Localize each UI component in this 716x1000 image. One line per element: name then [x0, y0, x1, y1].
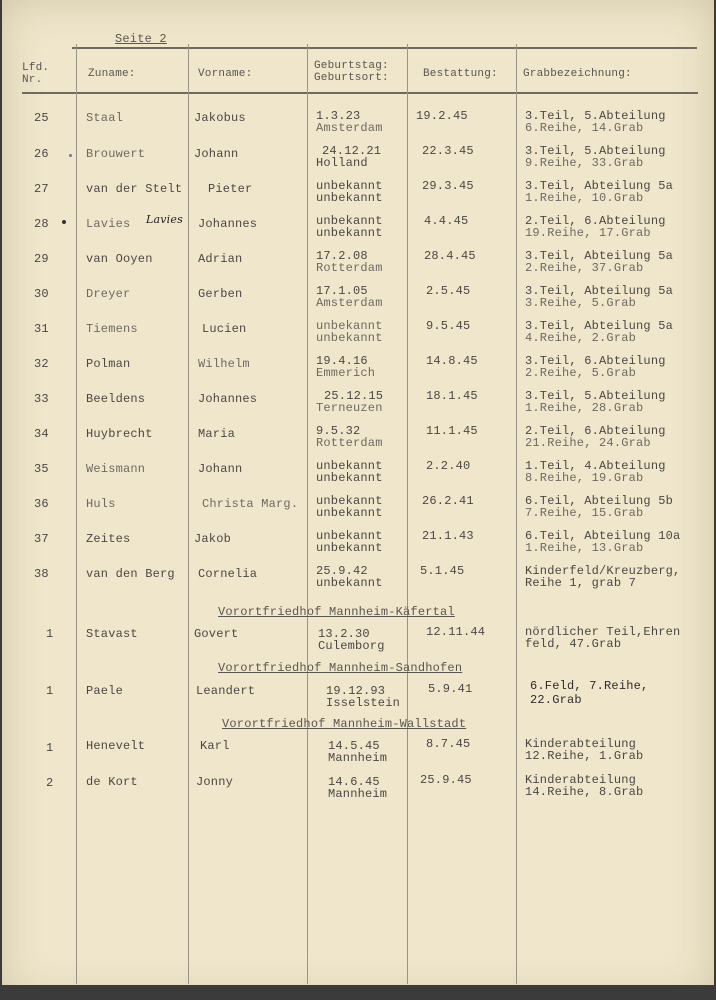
row-birth-place: unbekannt [316, 471, 383, 485]
row-grave-2: Reihe 1, grab 7 [525, 576, 637, 590]
row-vorname: Karl [200, 739, 230, 753]
row-vorname: Johann [198, 462, 243, 476]
row-burial-date: 25.9.45 [420, 773, 472, 787]
row-grave-2: 8.Reihe, 19.Grab [525, 471, 644, 485]
column-divider [407, 44, 408, 984]
row-grave-1: 6.Teil, Abteilung 10a [525, 529, 681, 543]
row-vorname: Maria [198, 427, 236, 441]
row-nr: 30 [34, 287, 49, 301]
row-zuname: Beeldens [86, 392, 146, 406]
row-zuname: Lavies [86, 217, 131, 231]
row-grave-1: 3.Teil, Abteilung 5a [525, 319, 674, 333]
row-grave-2: 19.Reihe, 17.Grab [525, 226, 651, 240]
row-grave-1: 3.Teil, Abteilung 5a [525, 179, 674, 193]
row-grave-1: 1.Teil, 4.Abteilung [525, 459, 666, 473]
row-grave-2: 1.Reihe, 13.Grab [525, 541, 644, 555]
column-header-zuname: Zuname: [88, 68, 136, 80]
column-header-grab: Grabbezeichnung: [523, 68, 632, 80]
row-burial-date: 28.4.45 [424, 249, 476, 263]
row-grave-2: 12.Reihe, 1.Grab [525, 749, 644, 763]
section-title: Vorortfriedhof Mannheim-Käfertal [218, 605, 455, 619]
row-grave-2: 2.Reihe, 37.Grab [525, 261, 644, 275]
row-grave-1: 3.Teil, 5.Abteilung [525, 109, 666, 123]
row-zuname: Staal [86, 111, 124, 125]
row-zuname: Polman [86, 357, 131, 371]
row-grave-1: 3.Teil, 6.Abteilung [525, 354, 666, 368]
row-zuname: Zeites [86, 532, 131, 546]
row-birth-date: 14.6.45 [328, 775, 380, 789]
row-grave-1: 2.Teil, 6.Abteilung [525, 424, 666, 438]
row-grave-1: 6.Teil, Abteilung 5b [525, 494, 674, 508]
row-nr: 32 [34, 357, 49, 371]
page-label: Seite 2 [115, 32, 167, 46]
row-nr: 28 [34, 217, 49, 231]
row-nr: 36 [34, 497, 49, 511]
row-birth-place: unbekannt [316, 541, 383, 555]
row-birth-place: Isselstein [326, 696, 401, 710]
header-top-rule [72, 47, 697, 49]
row-grave-1: 3.Teil, Abteilung 5a [525, 249, 674, 263]
row-birth-date: unbekannt [316, 214, 383, 228]
section-title: Vorortfriedhof Mannheim-Sandhofen [218, 661, 463, 675]
row-birth-place: unbekannt [316, 331, 383, 345]
row-nr: 33 [34, 392, 49, 406]
row-vorname: Pieter [208, 182, 253, 196]
row-zuname: van der Stelt [86, 182, 183, 196]
section-title: Vorortfriedhof Mannheim-Wallstadt [222, 717, 467, 731]
row-nr: 37 [34, 532, 49, 546]
row-zuname: Tiemens [86, 322, 138, 336]
row-vorname: Govert [194, 627, 239, 641]
row-burial-date: 22.3.45 [422, 144, 474, 158]
row-birth-date: unbekannt [316, 459, 383, 473]
row-burial-date: 5.1.45 [420, 564, 465, 578]
row-birth-date: 13.2.30 [318, 627, 370, 641]
row-grave-1: 2.Teil, 6.Abteilung [525, 214, 666, 228]
header-bottom-rule [22, 92, 698, 94]
row-grave-1: Kinderabteilung [525, 773, 637, 787]
row-birth-date: 17.1.05 [316, 284, 368, 298]
row-nr: 2 [46, 776, 54, 790]
row-grave-1: 3.Teil, 5.Abteilung [525, 144, 666, 158]
row-vorname: Johannes [198, 392, 258, 406]
row-birth-place: Rotterdam [316, 436, 383, 450]
column-divider [76, 44, 77, 984]
row-nr: 1 [46, 741, 54, 755]
row-vorname: Johannes [198, 217, 258, 231]
row-nr: 31 [34, 322, 49, 336]
row-birth-date: 14.5.45 [328, 739, 380, 753]
row-vorname: Cornelia [198, 567, 258, 581]
row-birth-date: 9.5.32 [316, 424, 361, 438]
row-zuname: van den Berg [86, 567, 175, 581]
row-burial-date: 21.1.43 [422, 529, 474, 543]
row-birth-date: 19.12.93 [326, 684, 386, 698]
row-grave-2: feld, 47.Grab [525, 637, 622, 651]
row-grave-2: 4.Reihe, 2.Grab [525, 331, 637, 345]
row-birth-date: 1.3.23 [316, 109, 361, 123]
row-burial-date: 18.1.45 [426, 389, 478, 403]
document-sheet [2, 0, 714, 1000]
column-divider [516, 44, 517, 984]
row-burial-date: 2.2.40 [426, 459, 471, 473]
row-burial-date: 19.2.45 [416, 109, 468, 123]
row-burial-date: 12.11.44 [426, 625, 486, 639]
margin-dot [69, 154, 72, 157]
row-birth-place: Terneuzen [316, 401, 383, 415]
handwritten-correction: Lavies [146, 213, 183, 226]
column-header-vorname: Vorname: [198, 68, 253, 80]
row-zuname: de Kort [86, 775, 138, 789]
row-birth-place: unbekannt [316, 576, 383, 590]
margin-dot [62, 220, 66, 224]
column-divider [307, 44, 308, 984]
row-vorname: Wilhelm [198, 357, 250, 371]
row-birth-place: Culemborg [318, 639, 385, 653]
row-vorname: Jakobus [194, 111, 246, 125]
row-vorname: Christa Marg. [202, 497, 299, 511]
row-zuname: Weismann [86, 462, 146, 476]
row-grave-2: 9.Reihe, 33.Grab [525, 156, 644, 170]
row-zuname: Huybrecht [86, 427, 153, 441]
row-grave-1: 3.Teil, 5.Abteilung [525, 389, 666, 403]
row-grave-2: 6.Reihe, 14.Grab [525, 121, 644, 135]
row-birth-date: 17.2.08 [316, 249, 368, 263]
row-burial-date: 9.5.45 [426, 319, 471, 333]
row-grave-2: 14.Reihe, 8.Grab [525, 785, 644, 799]
row-birth-date: unbekannt [316, 319, 383, 333]
row-zuname: Stavast [86, 627, 138, 641]
row-zuname: Paele [86, 684, 124, 698]
row-nr: 25 [34, 111, 49, 125]
row-vorname: Gerben [198, 287, 243, 301]
row-grave-2: 22.Grab [530, 693, 582, 707]
row-zuname: Brouwert [86, 147, 146, 161]
row-nr: 29 [34, 252, 49, 266]
row-vorname: Adrian [198, 252, 243, 266]
row-birth-place: Rotterdam [316, 261, 383, 275]
scan-border [0, 985, 716, 1000]
row-grave-1: 6.Feld, 7.Reihe, [530, 679, 649, 693]
row-grave-2: 1.Reihe, 10.Grab [525, 191, 644, 205]
column-header-bestattung: Bestattung: [423, 68, 498, 80]
row-zuname: Henevelt [86, 739, 146, 753]
row-zuname: van Ooyen [86, 252, 153, 266]
row-vorname: Jakob [194, 532, 232, 546]
row-zuname: Huls [86, 497, 116, 511]
row-nr: 1 [46, 627, 54, 641]
row-grave-2: 3.Reihe, 5.Grab [525, 296, 637, 310]
row-birth-place: unbekannt [316, 506, 383, 520]
row-nr: 35 [34, 462, 49, 476]
row-burial-date: 29.3.45 [422, 179, 474, 193]
column-header-geburt: Geburtstag: Geburtsort: [314, 60, 389, 84]
row-birth-date: 19.4.16 [316, 354, 368, 368]
row-grave-1: nördlicher Teil,Ehren [525, 625, 681, 639]
row-birth-place: unbekannt [316, 226, 383, 240]
row-birth-date: unbekannt [316, 494, 383, 508]
row-burial-date: 26.2.41 [422, 494, 474, 508]
row-zuname: Dreyer [86, 287, 131, 301]
row-grave-2: 1.Reihe, 28.Grab [525, 401, 644, 415]
row-birth-date: 25.12.15 [324, 389, 384, 403]
row-grave-2: 2.Reihe, 5.Grab [525, 366, 637, 380]
row-vorname: Lucien [202, 322, 247, 336]
row-nr: 27 [34, 182, 49, 196]
row-birth-date: unbekannt [316, 529, 383, 543]
row-birth-place: Amsterdam [316, 296, 383, 310]
row-vorname: Jonny [196, 775, 234, 789]
row-nr: 34 [34, 427, 49, 441]
row-grave-1: 3.Teil, Abteilung 5a [525, 284, 674, 298]
row-burial-date: 8.7.45 [426, 737, 471, 751]
row-birth-place: unbekannt [316, 191, 383, 205]
row-birth-date: unbekannt [316, 179, 383, 193]
row-nr: 26 [34, 147, 49, 161]
row-grave-1: Kinderabteilung [525, 737, 637, 751]
row-nr: 38 [34, 567, 49, 581]
row-vorname: Johann [194, 147, 239, 161]
row-vorname: Leandert [196, 684, 256, 698]
row-birth-place: Emmerich [316, 366, 376, 380]
row-burial-date: 5.9.41 [428, 682, 473, 696]
row-burial-date: 14.8.45 [426, 354, 478, 368]
row-grave-2: 21.Reihe, 24.Grab [525, 436, 651, 450]
row-burial-date: 2.5.45 [426, 284, 471, 298]
row-birth-place: Amsterdam [316, 121, 383, 135]
column-header-nr: Lfd. Nr. [22, 62, 50, 86]
row-birth-date: 25.9.42 [316, 564, 368, 578]
row-burial-date: 4.4.45 [424, 214, 469, 228]
row-grave-2: 7.Reihe, 15.Grab [525, 506, 644, 520]
column-divider [188, 44, 189, 984]
row-birth-place: Holland [316, 156, 368, 170]
row-birth-date: 24.12.21 [322, 144, 382, 158]
row-grave-1: Kinderfeld/Kreuzberg, [525, 564, 681, 578]
row-birth-place: Mannheim [328, 751, 388, 765]
row-birth-place: Mannheim [328, 787, 388, 801]
row-nr: 1 [46, 684, 54, 698]
row-burial-date: 11.1.45 [426, 424, 478, 438]
